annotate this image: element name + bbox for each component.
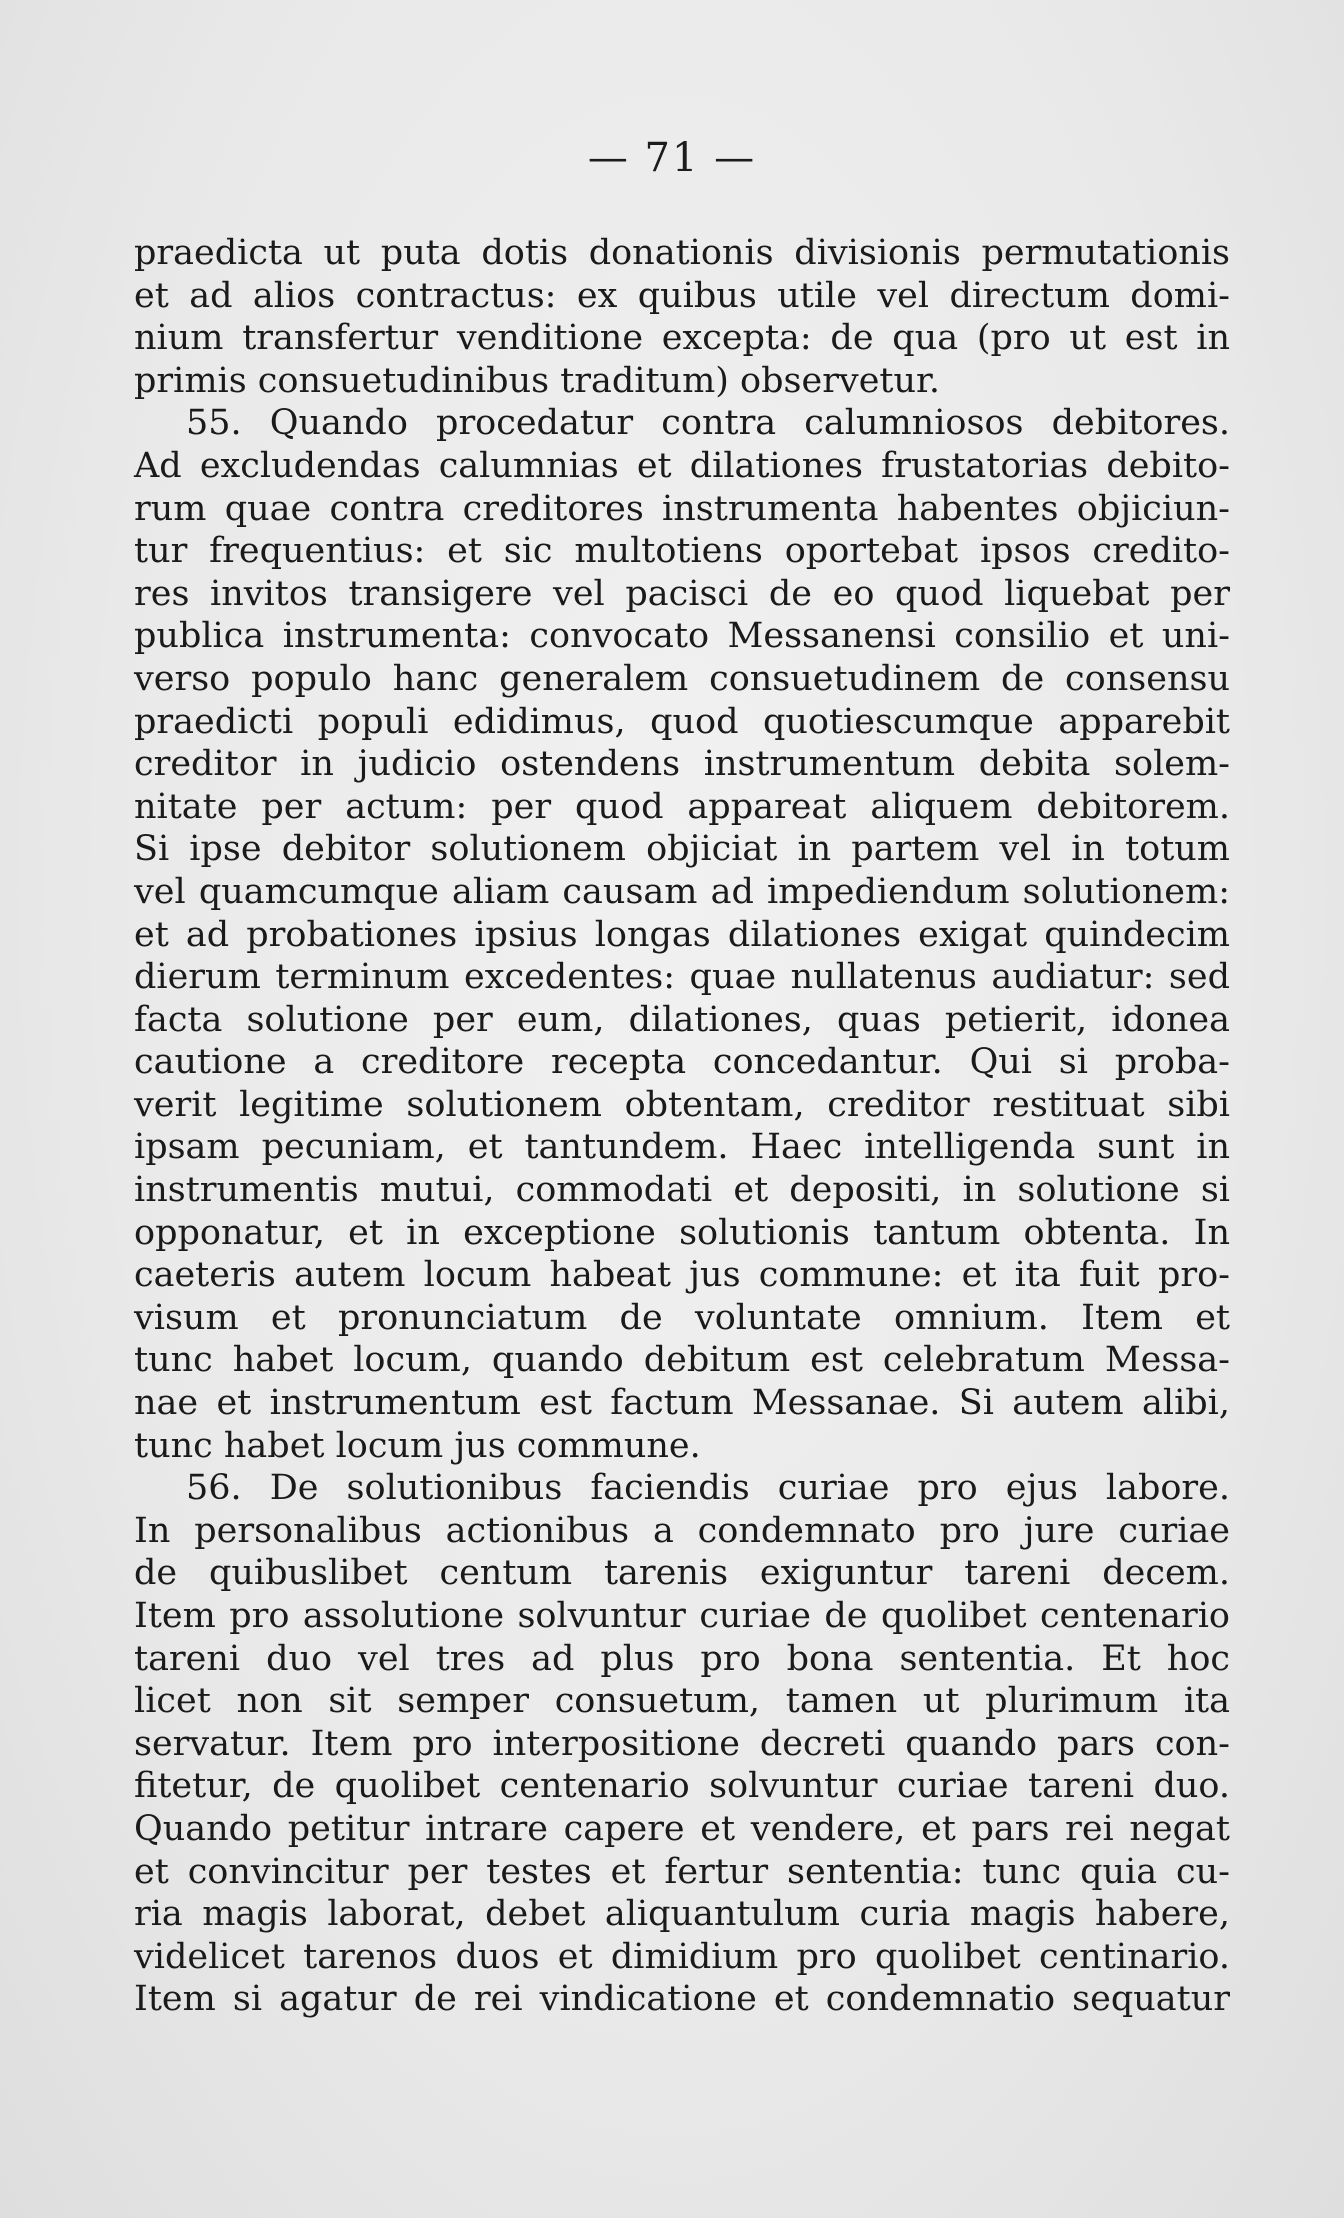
text-line: videlicet tarenos duos et dimidium pro quolibet centinario. (134, 1936, 1230, 1977)
text-line: instrumentis mutui, commodati et depositi, in solutione si (134, 1170, 1230, 1211)
text-line: tunc habet locum jus commune. (134, 1425, 701, 1466)
text-line: licet non sit semper consuetum, tamen ut plurimum ita (134, 1681, 1230, 1722)
text-line: Ad excludendas calumnias et dilationes frustatorias debito- (134, 445, 1230, 486)
text-line: Item si agatur de rei vindicatione et condemnatio sequatur (134, 1979, 1230, 2020)
text-line: de quibuslibet centum tarenis exiguntur tareni decem. (134, 1553, 1230, 1594)
body-text (134, 232, 1230, 2021)
text-line: publica instrumenta: convocato Messanensi consilio et uni- (134, 616, 1230, 657)
text-line: res invitos transigere vel pacisci de eo quod liquebat per (134, 573, 1230, 614)
text-line: tunc habet locum, quando debitum est celebratum Messa- (134, 1340, 1230, 1381)
text-line: praedicti populi edidimus, quod quotiescumque apparebit (134, 701, 1230, 742)
text-line: Item pro assolutione solvuntur curiae de quolibet centenario (134, 1596, 1230, 1636)
text-line: verso populo hanc generalem consuetudinem de consensu (134, 658, 1230, 699)
text-line: primis consuetudinibus traditum) observetur. (134, 360, 941, 401)
text-line: facta solutione per eum, dilationes, quas petierit, idonea (134, 999, 1230, 1040)
text-line: fitetur, de quolibet centenario solvuntur curiae tareni duo. (134, 1766, 1230, 1807)
text-line: et ad probationes ipsius longas dilationes exigat quindecim (134, 914, 1230, 955)
text-line: tareni duo vel tres ad plus pro bona sententia. Et hoc (134, 1638, 1230, 1679)
text-line: servatur. Item pro interpositione decreti quando pars con- (134, 1723, 1230, 1764)
text-line: nae et instrumentum est factum Messanae. Si autem alibi, (134, 1383, 1230, 1424)
text-line: rum quae contra creditores instrumenta habentes objiciun- (134, 488, 1230, 529)
text-line: nium transfertur venditione excepta: de qua (pro ut est in (134, 318, 1230, 359)
text-line: opponatur, et in exceptione solutionis tantum obtenta. In (134, 1212, 1230, 1253)
page-number: — 71 — (587, 135, 757, 181)
text-line: ipsam pecuniam, et tantundem. Haec intelligenda sunt in (134, 1127, 1230, 1168)
text-line: Si ipse debitor solutionem objiciat in partem vel in totum (134, 829, 1230, 870)
text-line: ria magis laborat, debet aliquantulum curia magis habere, (134, 1894, 1230, 1935)
text-line: verit legitime solutionem obtentam, creditor restituat sibi (134, 1084, 1230, 1125)
section-heading-56: 56. De solutionibus faciendis curiae pro ejus labore. (186, 1468, 1230, 1509)
text-line: creditor in judicio ostendens instrumentum debita solem- (134, 744, 1230, 785)
text-line: Quando petitur intrare capere et vendere, et pars rei negat (134, 1808, 1230, 1849)
text-line: dierum terminum excedentes: quae nullatenus audiatur: sed (134, 957, 1230, 998)
text-line: et convincitur per testes et fertur sententia: tunc quia cu- (134, 1851, 1230, 1892)
text-line: et ad alios contractus: ex quibus utile vel directum domi- (134, 275, 1230, 316)
section-heading-55: 55. Quando procedatur contra calumniosos debitores. (186, 403, 1230, 444)
text-line: visum et pronunciatum de voluntate omnium. Item et (134, 1297, 1230, 1338)
text-line: caeteris autem locum habeat jus commune: et ita fuit pro- (134, 1255, 1230, 1296)
text-line: tur frequentius: et sic multotiens oportebat ipsos credito- (134, 531, 1230, 572)
text-line: vel quamcumque aliam causam ad impediendum solutionem: (134, 871, 1230, 912)
text-line: praedicta ut puta dotis donationis divisionis permutationis (134, 233, 1230, 273)
text-line: In personalibus actionibus a condemnato pro jure curiae (134, 1510, 1230, 1551)
text-line: cautione a creditore recepta concedantur. Qui si proba- (134, 1042, 1230, 1083)
text-line: nitate per actum: per quod appareat aliquem debitorem. (134, 786, 1230, 827)
